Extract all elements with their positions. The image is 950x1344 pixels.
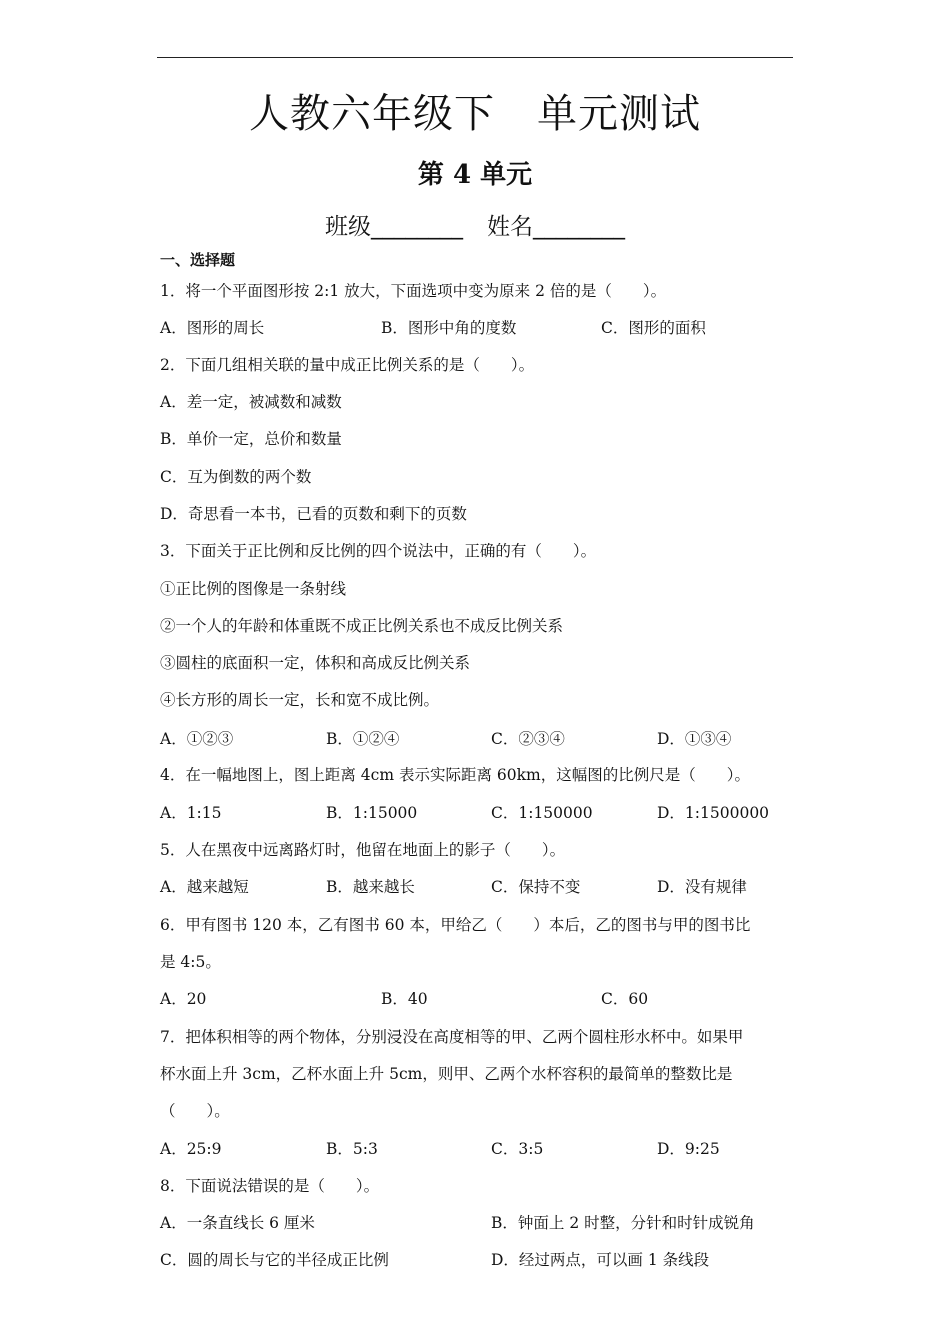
question-2: 2．下面几组相关联的量中成正比例关系的是（ ）。 <box>160 356 535 374</box>
q4-option-a: A．1:15 <box>160 804 222 822</box>
section-title: 一、选择题 <box>160 251 236 269</box>
question-7-line-2: 杯水面上升 3cm，乙杯水面上升 5cm，则甲、乙两个水杯容积的最简单的整数比是 <box>160 1065 733 1083</box>
question-6-line-2: 是 4:5。 <box>160 953 221 971</box>
q7-option-d: D．9:25 <box>657 1140 720 1158</box>
q2-option-c: C．互为倒数的两个数 <box>160 468 312 486</box>
q5-option-d: D．没有规律 <box>657 878 747 896</box>
q1-option-c: C．图形的面积 <box>601 319 706 337</box>
q3-statement-3: ③圆柱的底面积一定，体积和高成反比例关系 <box>160 654 471 672</box>
unit-subtitle: 第 4 单元 <box>417 160 533 190</box>
page-title <box>0 82 950 139</box>
question-3: 3．下面关于正比例和反比例的四个说法中，正确的有（ ）。 <box>160 542 597 560</box>
title-part-b: 单元测试 <box>537 91 701 137</box>
q7-option-a: A．25:9 <box>160 1140 222 1158</box>
title-part-a: 人教六年级下 <box>249 91 495 137</box>
q1-option-a: A．图形的周长 <box>160 319 265 337</box>
q2-option-a: A．差一定，被减数和减数 <box>160 393 342 411</box>
question-5: 5．人在黑夜中远离路灯时，他留在地面上的影子（ ）。 <box>160 841 566 859</box>
question-7-line-1: 7．把体积相等的两个物体，分别浸没在高度相等的甲、乙两个圆柱形水杯中。如果甲 <box>160 1028 744 1046</box>
q3-option-b: B．①②④ <box>326 730 400 748</box>
q7-option-c: C．3:5 <box>491 1140 544 1158</box>
class-field: 班级________ <box>325 214 463 240</box>
q8-option-c: C．圆的周长与它的半径成正比例 <box>160 1251 389 1269</box>
question-7-line-3: （ ）。 <box>160 1102 230 1120</box>
q3-statement-1: ①正比例的图像是一条射线 <box>160 580 347 598</box>
q8-option-b: B．钟面上 2 时整，分针和时针成锐角 <box>491 1214 755 1232</box>
q2-option-b: B．单价一定，总价和数量 <box>160 430 342 448</box>
q8-option-d: D．经过两点，可以画 1 条线段 <box>491 1251 710 1269</box>
q3-statement-2: ②一个人的年龄和体重既不成正比例关系也不成反比例关系 <box>160 617 564 635</box>
q5-option-c: C．保持不变 <box>491 878 581 896</box>
q3-option-a: A．①②③ <box>160 730 234 748</box>
q6-option-a: A．20 <box>160 990 207 1008</box>
q3-option-c: C．②③④ <box>491 730 565 748</box>
question-1: 1．将一个平面图形按 2:1 放大，下面选项中变为原来 2 倍的是（ ）。 <box>160 282 667 300</box>
q6-option-c: C．60 <box>601 990 649 1008</box>
q5-option-b: B．越来越长 <box>326 878 415 896</box>
question-6-line-1: 6．甲有图书 120 本，乙有图书 60 本，甲给乙（ ）本后，乙的图书与甲的图书比 <box>160 916 751 934</box>
q3-option-d: D．①③④ <box>657 730 732 748</box>
q3-statement-4: ④长方形的周长一定，长和宽不成比例。 <box>160 691 440 709</box>
student-info <box>0 208 950 241</box>
q5-option-a: A．越来越短 <box>160 878 249 896</box>
question-8: 8．下面说法错误的是（ ）。 <box>160 1177 380 1195</box>
q4-option-c: C．1:150000 <box>491 804 593 822</box>
q1-option-b: B．图形中角的度数 <box>381 319 517 337</box>
q4-option-d: D．1:1500000 <box>657 804 770 822</box>
header-rule <box>157 57 793 58</box>
q4-option-b: B．1:15000 <box>326 804 418 822</box>
question-4: 4．在一幅地图上，图上距离 4cm 表示实际距离 60km，这幅图的比例尺是（ ）。 <box>160 766 750 784</box>
q2-option-d: D．奇思看一本书，已看的页数和剩下的页数 <box>160 505 467 523</box>
q7-option-b: B．5:3 <box>326 1140 378 1158</box>
q6-option-b: B．40 <box>381 990 428 1008</box>
q8-option-a: A．一条直线长 6 厘米 <box>160 1214 315 1232</box>
name-field: 姓名________ <box>487 214 625 240</box>
